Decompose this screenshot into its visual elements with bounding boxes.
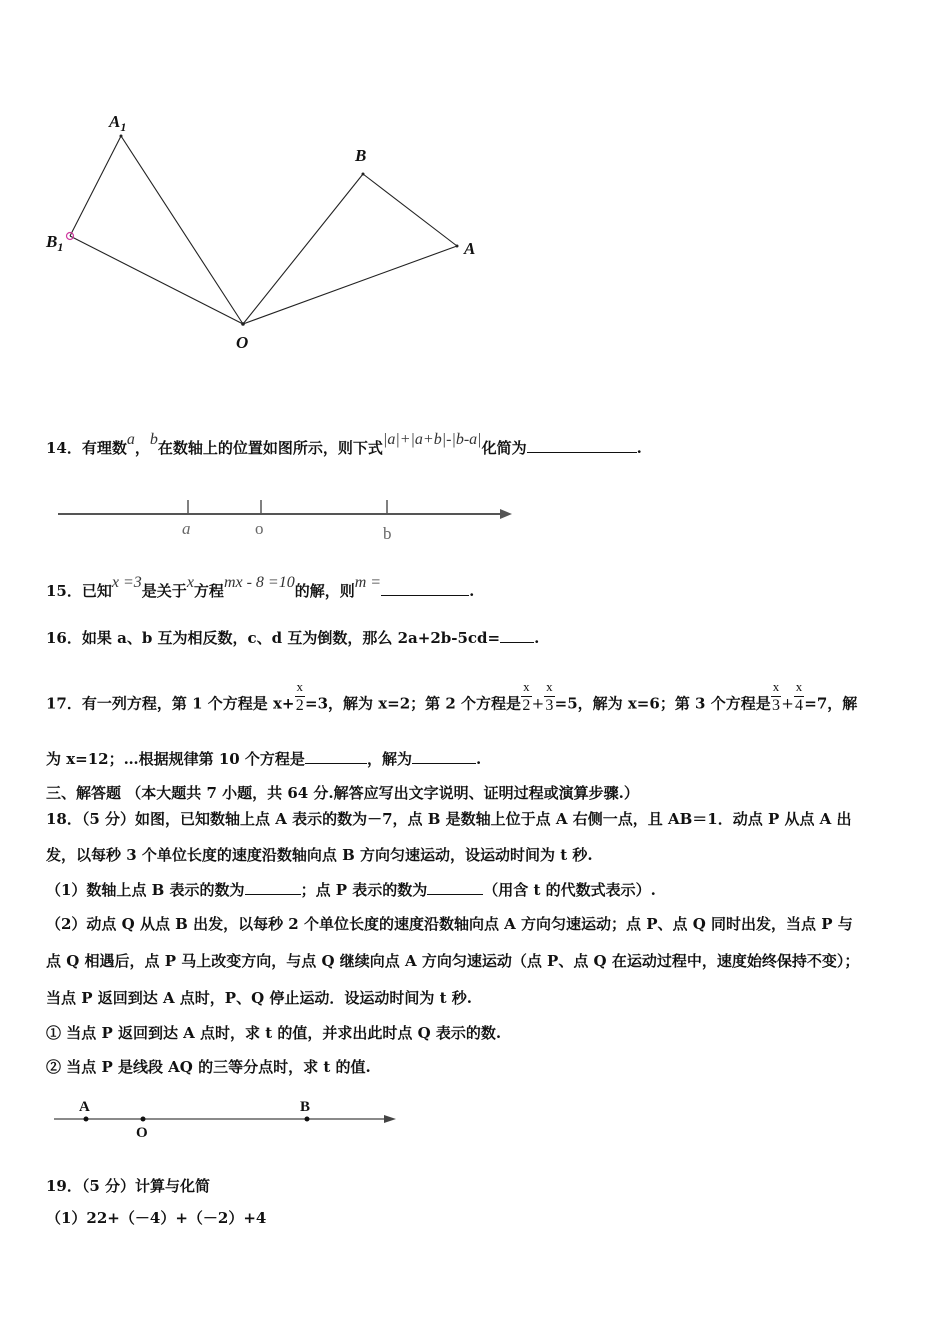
point-b-18 <box>305 1117 310 1122</box>
question-14: 14．有理数a，b在数轴上的位置如图所示，则下式|a|+|a+b|-|b-a|化简为 . <box>46 431 642 457</box>
label-b1: $B_1$ <box>46 232 64 254</box>
segment-o-b <box>243 174 363 324</box>
answer-blank-17-equation[interactable] <box>305 749 367 764</box>
var-b: b <box>149 431 158 448</box>
axis-arrow-18 <box>384 1115 396 1123</box>
question-18-line-2: 发，以每秒 3 个单位长度的速度沿数轴向点 B 方向匀速运动，设运动时间为 t 秒. <box>46 846 593 864</box>
point-o-18 <box>141 1117 146 1122</box>
answer-blank-16[interactable] <box>500 628 534 643</box>
question-19-title: 19．（5 分）计算与化简 <box>46 1177 211 1195</box>
label-a1: $A_1$ <box>109 112 127 134</box>
question-18-sub-2: ② 当点 P 是线段 AQ 的三等分点时，求 t 的值. <box>46 1058 371 1076</box>
fraction-x-over-4: $\frac{x}{4}$ <box>795 679 804 714</box>
number-line-14 <box>0 490 560 550</box>
abs-expression: |a|+|a+b|-|b-a| <box>382 431 482 448</box>
number-line-label-a: a <box>182 519 191 538</box>
equation-mx: mx - 8 =10 <box>223 574 295 591</box>
number-line-18 <box>0 1090 420 1150</box>
segment-b-a <box>363 174 457 246</box>
answer-blank-15[interactable] <box>381 581 469 596</box>
question-18-sub-1: ① 当点 P 返回到达 A 点时，求 t 的值，并求出此时点 Q 表示的数. <box>46 1024 502 1042</box>
equation-x-eq-3: x =3 <box>111 574 142 591</box>
label-a: A <box>464 239 476 258</box>
question-18-part-2-line-3: 当点 P 返回到达 A 点时，P、Q 停止运动．设运动时间为 t 秒. <box>46 989 472 1007</box>
answer-blank-17-solution[interactable] <box>412 749 476 764</box>
question-18-part-1: （1）数轴上点 B 表示的数为 ；点 P 表示的数为 （用含 t 的代数式表示）. <box>46 881 656 899</box>
number-line-label-b: b <box>383 524 392 543</box>
section-3-heading: 三、解答题 （本大题共 7 小题，共 64 分.解答应写出文字说明、证明过程或演算步骤.） <box>46 784 639 802</box>
var-x: x <box>186 574 194 591</box>
segment-b1-o <box>70 236 243 324</box>
question-19-part-1: （1）22+（－4）+（－2）+4 <box>46 1209 267 1227</box>
fraction-x-over-3b: $\frac{x}{3}$ <box>771 679 780 714</box>
fraction-x-over-2: $\frac{x}{2}$ <box>295 679 304 714</box>
answer-blank-14[interactable] <box>527 438 637 453</box>
point-a <box>456 245 459 248</box>
question-18-part-2-line-2: 点 Q 相遇后，点 P 马上改变方向，与点 Q 继续向点 A 方向匀速运动（点 P、点 Q 在运动过程中，速度始终保持不变）； <box>46 952 860 970</box>
label-o-18: O <box>136 1125 148 1141</box>
question-18-part-2-line-1: （2）动点 Q 从点 B 出发，以每秒 2 个单位长度的速度沿数轴向点 A 方向匀速运动；点 P、点 Q 同时出发，当点 P 与 <box>46 915 853 933</box>
label-b: B <box>355 146 367 165</box>
label-a-18: A <box>79 1099 90 1115</box>
question-17: 17．有一列方程，第 1 个方程是 x+ $\frac{x}{2}$ =3，解为 x=2；第 2 个方程是 $\frac{x}{2}$ + $\frac{x}{3}$ =5，解为 x=6；第 3 个方程是 $\frac{x}{3}$ + $\frac{x}{4}$ =7，解 <box>46 679 858 714</box>
var-a: a <box>126 431 135 448</box>
fraction-x-over-3: $\frac{x}{3}$ <box>545 679 554 714</box>
point-b <box>362 173 365 176</box>
var-m: m = <box>354 574 382 591</box>
answer-blank-18-b[interactable] <box>245 880 301 895</box>
point-a-18 <box>84 1117 89 1122</box>
segment-a1-o <box>121 136 243 324</box>
number-line-label-o: o <box>255 519 264 538</box>
question-15: 15．已知x =3是关于x方程mx - 8 =10的解，则m = . <box>46 574 475 600</box>
label-b-18: B <box>300 1099 311 1115</box>
fraction-x-over-2b: $\frac{x}{2}$ <box>522 679 531 714</box>
question-18-line-1: 18．（5 分）如图，已知数轴上点 A 表示的数为－7，点 B 是数轴上位于点 A 右侧一点，且 AB＝1．动点 P 从点 A 出 <box>46 810 852 828</box>
label-o: O <box>236 333 249 352</box>
question-16: 16．如果 a、b 互为相反数，c、d 互为倒数，那么 2a+2b-5cd= . <box>46 629 540 647</box>
segment-o-a <box>243 246 457 324</box>
segment-b1-a1 <box>70 136 121 236</box>
axis-arrow <box>500 509 512 519</box>
point-a1 <box>120 135 123 138</box>
question-17-line-2: 为 x=12；…根据规律第 10 个方程是 ，解为 . <box>46 750 482 768</box>
geometry-figure <box>0 0 950 380</box>
point-o <box>241 322 245 326</box>
answer-blank-18-p[interactable] <box>427 880 483 895</box>
